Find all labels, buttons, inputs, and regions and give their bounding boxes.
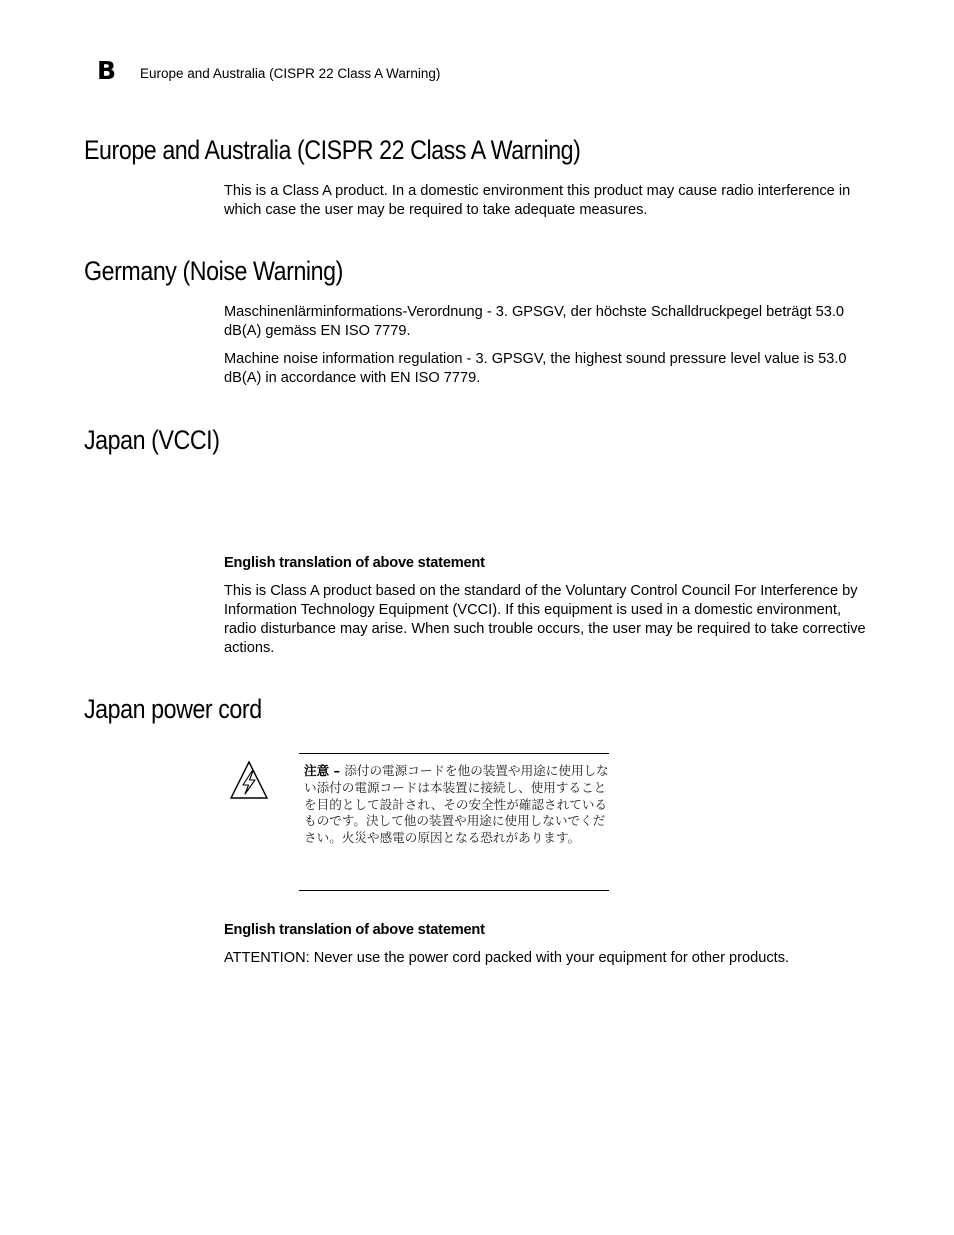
caution-body: 添付の電源コードを他の装置や用途に使用しない添付の電源コードは本装置に接続し、使用することを目的として設計され、その安全性が確認されているものです。決して他の装置や用途に使用しないでください。火災や感電の原因となる恐れがあります。 [304,763,609,846]
power-cord-translation-subheading: English translation of above statement [224,922,485,938]
germany-paragraph-en: Machine noise information regulation - 3. GPSGV, the highest sound pressure level value is 53.0 dB(A) in accordance with EN ISO 7779. [224,351,847,386]
section-title-japan-vcci: Japan (VCCI) [84,425,220,455]
section-title-japan-power-cord: Japan power cord [84,694,262,724]
power-cord-paragraph: ATTENTION: Never use the power cord packed with your equipment for other products. [224,950,790,966]
appendix-letter: B [97,56,117,85]
electrical-hazard-warning-icon [229,760,269,800]
running-title: Europe and Australia (CISPR 22 Class A Warning) [140,66,441,81]
germany-paragraph-de: Maschinenlärminformations-Verordnung - 3. GPSGV, der höchste Schalldruckpegel beträgt 53.0 dB(A) gemäss EN ISO 7779. [224,304,845,339]
vcci-paragraph: This is Class A product based on the standard of the Voluntary Control Council For Interference by Information Technology Equipment (VCCI). If this equipment is used in a domestic environment, radio disturbance may arise. When such trouble occurs, the user may be required to take corrective actions. [224,583,866,656]
caution-box [299,753,609,891]
vcci-translation-subheading: English translation of above statement [224,555,485,571]
caution-text [304,763,609,847]
europe-paragraph: This is a Class A product. In a domestic environment this product may cause radio interference in which case the user may be required to take adequate measures. [224,183,851,218]
section-title-germany: Germany (Noise Warning) [84,256,343,286]
caution-label: 注意 – [304,763,345,778]
section-title-europe: Europe and Australia (CISPR 22 Class A Warning) [84,135,581,165]
